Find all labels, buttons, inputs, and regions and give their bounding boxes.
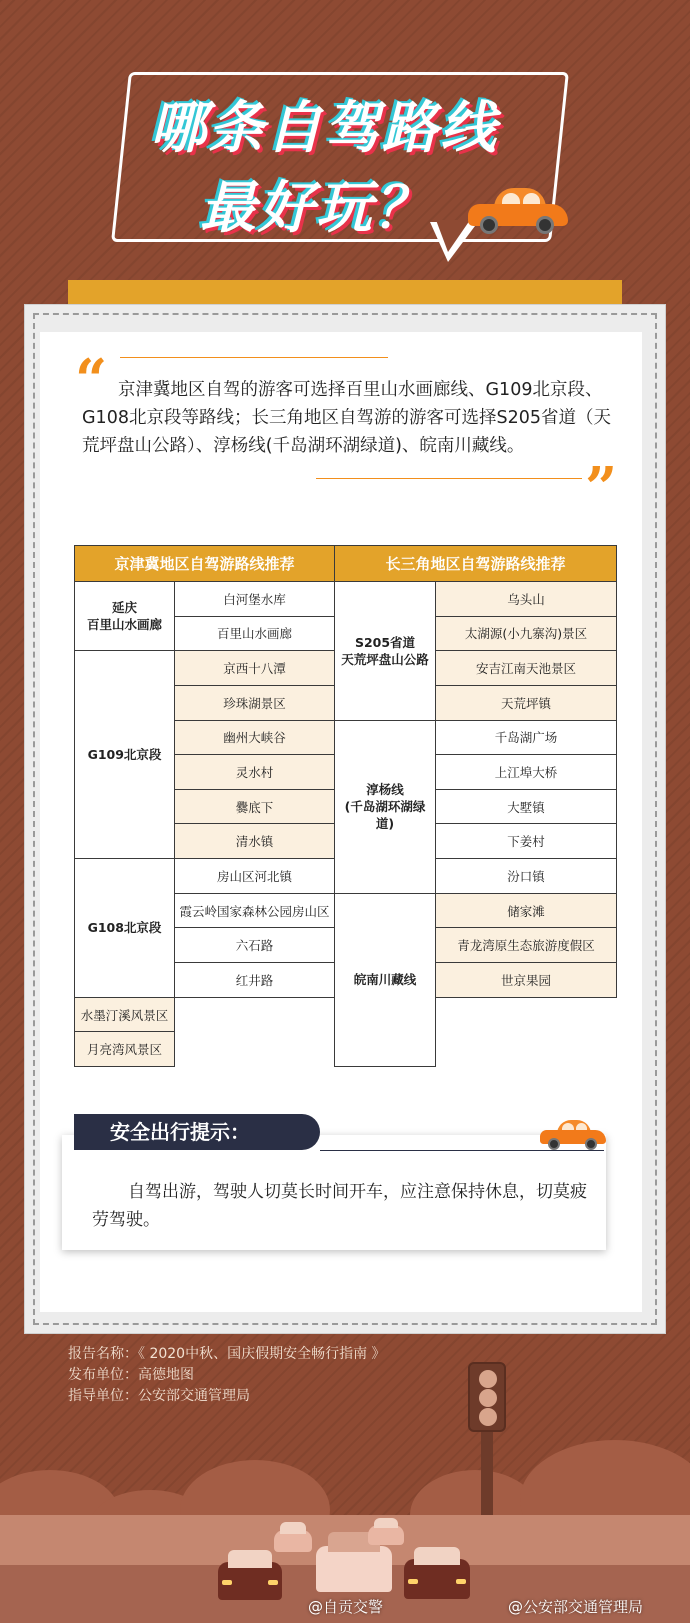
route-group-name: 延庆 bbox=[111, 600, 137, 616]
car-far-icon bbox=[274, 1520, 312, 1554]
page-title-line2: 最好玩？ bbox=[200, 176, 432, 241]
safety-tip-text: 自驾出游，驾驶人切莫长时间开车，应注意保持休息，切莫疲劳驾驶。 bbox=[92, 1182, 587, 1230]
route-group-name: S205省道 bbox=[354, 634, 416, 650]
watermark-left: @自贡交警 bbox=[308, 1598, 384, 1616]
small-orange-car-icon bbox=[540, 1120, 606, 1150]
route-group-cell bbox=[335, 582, 436, 721]
route-group-name: 淳杨线 bbox=[366, 782, 404, 798]
route-stop-cell: 水墨汀溪风景区 bbox=[75, 997, 175, 1032]
route-stop-cell: 下姜村 bbox=[436, 824, 617, 859]
route-stop-cell: 上江埠大桥 bbox=[436, 755, 617, 790]
intro-text: 京津冀地区自驾的游客可选择百里山水画廊线、G109北京段、G108北京段等路线；长三角地区自驾游的游客可选择S205省道（天荒坪盘山公路）、淳杨线(千岛湖环湖绿道)、皖南川藏线。 bbox=[82, 380, 611, 456]
route-stop-cell: 幽州大峡谷 bbox=[175, 720, 335, 755]
route-stop-cell: 大墅镇 bbox=[436, 789, 617, 824]
route-stop-cell: 房山区河北镇 bbox=[175, 859, 335, 894]
header-changsanjiao: 长三角地区自驾游路线推荐 bbox=[335, 546, 617, 582]
route-stop-cell: 霞云岭国家森林公园房山区 bbox=[175, 893, 335, 928]
traffic-light-icon bbox=[468, 1362, 506, 1432]
route-stop-cell: 乌头山 bbox=[436, 582, 617, 617]
route-stop-cell: 白河堡水库 bbox=[175, 582, 335, 617]
route-group-cell bbox=[335, 720, 436, 893]
route-group-cell bbox=[75, 582, 175, 651]
route-stop-cell: 百里山水画廊 bbox=[175, 616, 335, 651]
route-group-subname: 天荒坪盘山公路 bbox=[341, 651, 429, 667]
route-stop-cell: 京西十八潭 bbox=[175, 651, 335, 686]
route-group-cell bbox=[75, 651, 175, 859]
route-group-name: G109北京段 bbox=[87, 747, 162, 763]
route-stop-cell: 红井路 bbox=[175, 963, 335, 998]
route-stop-cell: 世京果园 bbox=[436, 963, 617, 998]
footer-report: 报告名称：《 2020中秋、国庆假期安全畅行指南 》 bbox=[68, 1346, 386, 1362]
car-left-icon bbox=[218, 1548, 282, 1604]
route-group-subname: 百里山水画廊 bbox=[86, 617, 162, 633]
route-stop-cell: 汾口镇 bbox=[436, 859, 617, 894]
route-stop-cell: 爨底下 bbox=[175, 789, 335, 824]
route-stop-cell: 清水镇 bbox=[175, 824, 335, 859]
watermark-right: @公安部交通管理局 bbox=[508, 1598, 644, 1616]
route-group-subname: (千岛湖环湖绿道) bbox=[344, 799, 426, 832]
route-group-cell bbox=[75, 859, 175, 998]
routes-table bbox=[74, 545, 617, 1067]
car-far-right-icon bbox=[368, 1516, 404, 1546]
route-stop-cell: 安吉江南天池景区 bbox=[436, 651, 617, 686]
route-stop-cell: 六石路 bbox=[175, 928, 335, 963]
page-title-line1: 哪条自驾路线 bbox=[150, 96, 498, 161]
quote-rule-bottom bbox=[316, 478, 582, 479]
orange-car-icon bbox=[468, 188, 568, 234]
route-stop-cell: 储家滩 bbox=[436, 893, 617, 928]
safety-divider bbox=[320, 1150, 604, 1151]
quote-rule-top bbox=[120, 357, 388, 358]
header-jingjinji: 京津冀地区自驾游路线推荐 bbox=[75, 546, 335, 582]
footer-credits bbox=[68, 1344, 386, 1407]
safety-tip-title: 安全出行提示： bbox=[74, 1114, 320, 1150]
table-row bbox=[75, 582, 617, 617]
route-stop-cell: 月亮湾风景区 bbox=[75, 1032, 175, 1067]
route-group-name: 皖南川藏线 bbox=[353, 972, 417, 988]
route-stop-cell: 青龙湾原生态旅游度假区 bbox=[436, 928, 617, 963]
route-stop-cell: 灵水村 bbox=[175, 755, 335, 790]
route-stop-cell: 太湖源(小九寨沟)景区 bbox=[436, 616, 617, 651]
footer-guide: 指导单位：公安部交通管理局 bbox=[68, 1388, 250, 1404]
close-quote-icon: ” bbox=[585, 455, 618, 521]
route-stop-cell: 千岛湖广场 bbox=[436, 720, 617, 755]
open-quote-icon: “ bbox=[75, 347, 108, 413]
route-group-name: G108北京段 bbox=[87, 920, 162, 936]
footer-publisher: 发布单位：高德地图 bbox=[68, 1367, 194, 1383]
car-right-icon bbox=[404, 1545, 470, 1603]
route-stop-cell: 天荒坪镇 bbox=[436, 685, 617, 720]
route-group-cell bbox=[335, 893, 436, 1066]
route-stop-cell: 珍珠湖景区 bbox=[175, 685, 335, 720]
